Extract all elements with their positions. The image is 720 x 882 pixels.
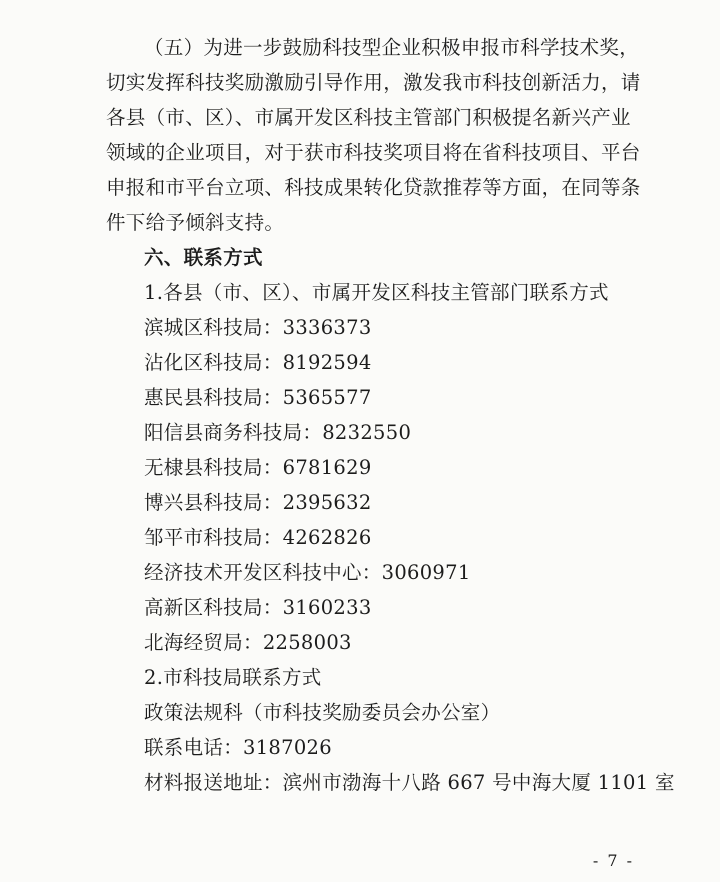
paragraph-five-line: （五）为进一步鼓励科技型企业积极申报市科学技术奖， xyxy=(144,36,640,59)
contact-phone: 3160233 xyxy=(282,596,372,619)
contact-name: 博兴县科技局： xyxy=(144,491,283,514)
contact-name: 北海经贸局： xyxy=(144,631,263,654)
contact-phone: 5365577 xyxy=(282,386,372,409)
contact-line xyxy=(106,625,646,660)
city-contacts-heading: 2.市科技局联系方式 xyxy=(144,666,322,689)
contact-line xyxy=(106,310,646,345)
contact-phone: 2395632 xyxy=(282,491,372,514)
contact-phone: 3336373 xyxy=(282,316,372,339)
contact-phone: 3060971 xyxy=(381,561,471,584)
contact-name: 阳信县商务科技局： xyxy=(144,421,323,444)
contact-line xyxy=(106,345,646,380)
city-phone: 联系电话：3187026 xyxy=(144,736,332,759)
contact-line xyxy=(106,450,646,485)
contact-name: 高新区科技局： xyxy=(144,596,283,619)
contact-line xyxy=(106,380,646,415)
contact-line xyxy=(106,520,646,555)
contact-phone: 8232550 xyxy=(322,421,412,444)
contact-name: 无棣县科技局： xyxy=(144,456,283,479)
contact-name: 沾化区科技局： xyxy=(144,351,283,374)
submission-address: 材料报送地址：滨州市渤海十八路 667 号中海大厦 1101 室 xyxy=(144,771,675,794)
contact-phone: 8192594 xyxy=(282,351,372,374)
contact-line xyxy=(106,485,646,520)
contact-name: 邹平市科技局： xyxy=(144,526,283,549)
city-office: 政策法规科（市科技奖励委员会办公室） xyxy=(144,701,501,724)
contact-name: 惠民县科技局： xyxy=(144,386,283,409)
page-number: - 7 - xyxy=(592,851,634,870)
paragraph-five-line: 切实发挥科技奖励激励引导作用，激发我市科技创新活力，请 xyxy=(106,71,641,94)
paragraph-five-line: 申报和市平台立项、科技成果转化贷款推荐等方面，在同等条 xyxy=(106,176,641,199)
county-contacts-heading: 1.各县（市、区）、市属开发区科技主管部门联系方式 xyxy=(144,281,609,304)
contact-line xyxy=(106,415,646,450)
contact-phone: 6781629 xyxy=(282,456,372,479)
paragraph-five-line: 各县（市、区）、市属开发区科技主管部门积极提名新兴产业 xyxy=(106,106,631,129)
paragraph-five-line: 领域的企业项目，对于获市科技奖项目将在省科技项目、平台 xyxy=(106,141,641,164)
contact-phone: 2258003 xyxy=(262,631,352,654)
paragraph-five-line: 件下给予倾斜支持。 xyxy=(106,211,285,234)
contact-name: 经济技术开发区科技中心： xyxy=(144,561,382,584)
contact-phone: 4262826 xyxy=(282,526,372,549)
contact-name: 滨城区科技局： xyxy=(144,316,283,339)
contact-line xyxy=(106,590,646,625)
section-six-heading: 六、联系方式 xyxy=(144,246,263,269)
document-body xyxy=(106,30,675,800)
contact-line xyxy=(106,555,646,590)
